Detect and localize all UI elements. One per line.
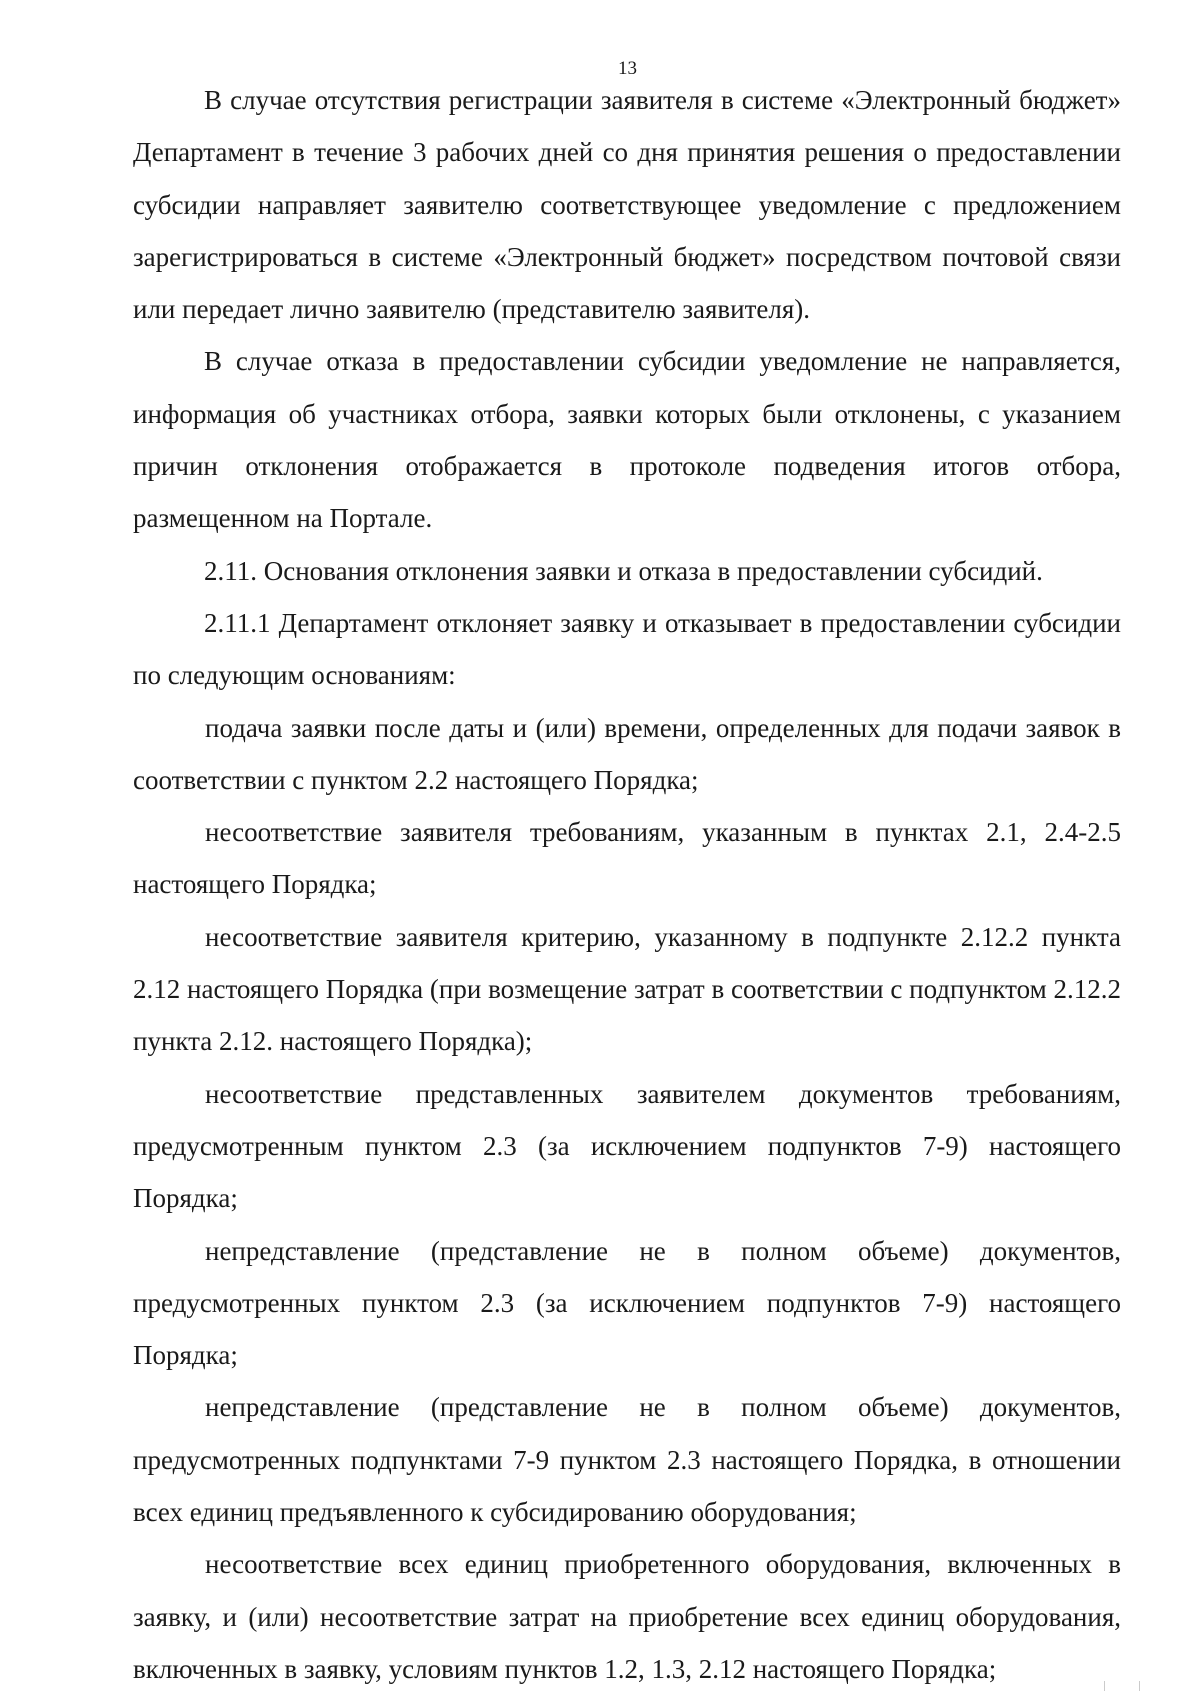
list-item-requirements-mismatch: несоответствие заявителя требованиям, указанным в пунктах 2.1, 2.4-2.5 настоящего Порядка; (133, 817, 1121, 900)
list-item-documents-mismatch: несоответствие представленных заявителем документов требованиям, предусмотренным пунктом 2.3 (за исключением подпунктов 7-9) настоящего Порядка; (133, 1078, 1121, 1214)
list-item-equipment-mismatch: несоответствие всех единиц приобретенного оборудования, включенных в заявку, и (или) несоответствие затрат на приобретение всех единиц оборудования, включенных в заявку, условиям пунктов 1.2, 1.3, 2.12 настоящего Порядка; (133, 1549, 1121, 1684)
section-heading-2-11: 2.11. Основания отклонения заявки и отказа в предоставлении субсидий. (204, 555, 1043, 586)
document-body (133, 74, 1121, 1695)
paragraph-2-11-1: 2.11.1 Департамент отклоняет заявку и отказывает в предоставлении субсидии по следующим основаниям: (133, 607, 1121, 691)
paragraph-registration-notice: В случае отсутствия регистрации заявителя в системе «Электронный бюджет» Департамент в течение 3 рабочих дней со дня принятия решения о предоставлении субсидии направляет заявителю соответствующее уведомление с предложением зарегистрироваться в системе «Электронный бюджет» посредством почтовой связи или передает лично заявителю (представителю заявителя). (133, 85, 1121, 325)
page-number: 13 (618, 58, 637, 79)
paragraph-refusal-notice: В случае отказа в предоставлении субсидии уведомление не направляется, информация об участниках отбора, заявки которых были отклонены, с указанием причин отклонения отображается в протоколе подведения итогов отбора, размещенном на Портале. (133, 346, 1121, 534)
scan-artifact (1104, 1681, 1140, 1691)
list-item-equipment-documents-missing: непредставление (представление не в полном объеме) документов, предусмотренных подпунктами 7-9 пунктом 2.3 настоящего Порядка, в отношении всех единиц предъявленного к субсидированию оборудования; (133, 1392, 1121, 1528)
list-item-criterion-mismatch: несоответствие заявителя критерию, указанному в подпункте 2.12.2 пункта 2.12 настоящего Порядка (при возмещение затрат в соответствии с подпунктом 2.12.2 пункта 2.12. настоящего Порядка); (133, 921, 1121, 1057)
list-item-documents-missing: непредставление (представление не в полном объеме) документов, предусмотренных пунктом 2.3 (за исключением подпунктов 7-9) настоящего Порядка; (133, 1235, 1121, 1371)
list-item-late-submission: подача заявки после даты и (или) времени, определенных для подачи заявок в соответствии с пунктом 2.2 настоящего Порядка; (133, 712, 1121, 795)
